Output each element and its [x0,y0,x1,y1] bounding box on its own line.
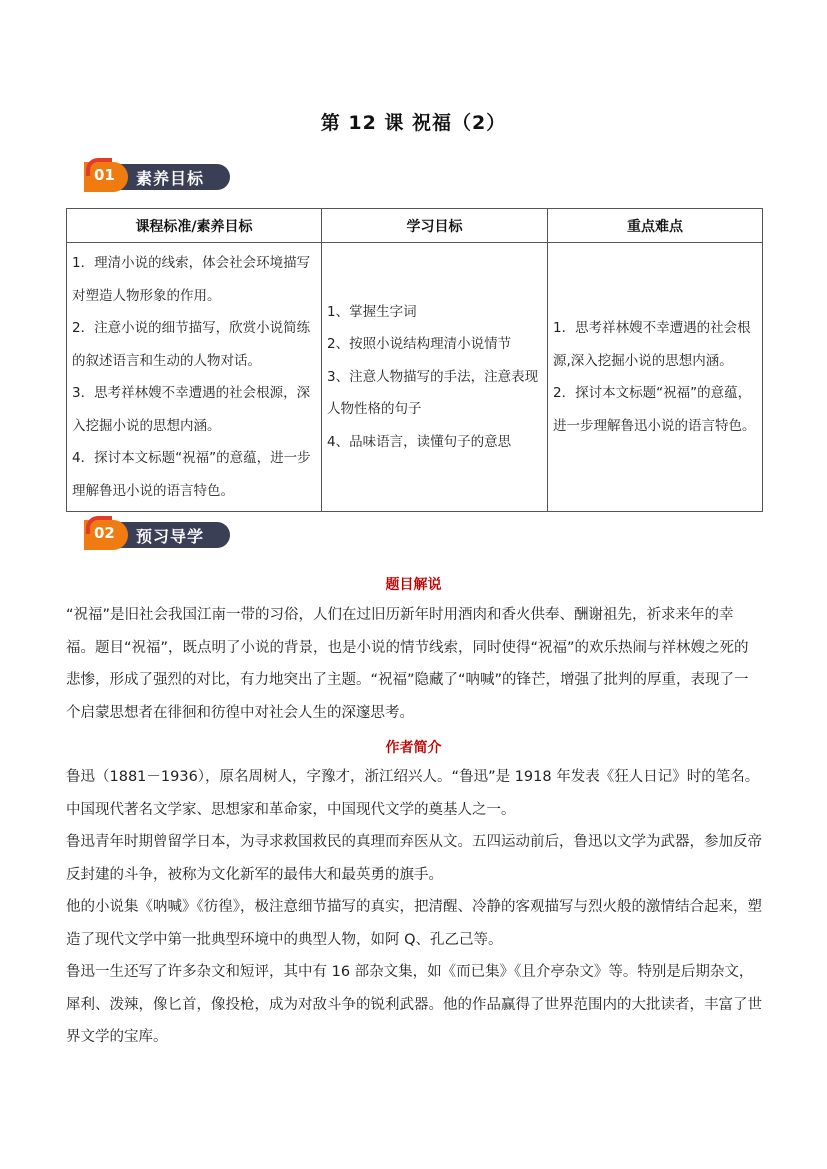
table-row [67,243,763,512]
table-header: 重点难点 [548,209,763,243]
paragraph-title-explanation: “祝福”是旧社会我国江南一带的习俗，人们在过旧历新年时用酒肉和香火供奉、酬谢祖先，祈求来年的幸福。题目“祝福”，既点明了小说的背景，也是小说的情节线索，同时使得“祝福”的欢乐热闹与祥林嫂之死的悲惨，形成了强烈的对比，有力地突出了主题。“祝福”隐藏了“呐喊”的锋芒，增强了批判的厚重，表现了一个启蒙思想者在徘徊和彷徨中对社会人生的深邃思考。 [66,607,749,721]
standards-cell [67,243,322,512]
list-item: 3、注意人物描写的手法，注意表现人物性格的句子 [327,368,539,418]
list-item: 4、品味语言，读懂句子的意思 [327,433,512,450]
list-item: 2．注意小说的细节描写，欣赏小说简练的叙述语言和生动的人物对话。 [72,320,311,369]
list-item: 2．探讨本文标题“祝福”的意蕴，进一步理解鲁迅小说的语言特色。 [553,385,756,434]
badge-label: 预习导学 [136,527,205,546]
section-badge-preview [84,516,232,552]
subheading-title-explanation: 题目解说 [385,577,442,593]
badge-number: 02 [94,524,115,542]
list-item: 1、掌握生字词 [327,303,417,320]
table-header-row [67,209,763,243]
badge-label: 素养目标 [136,169,205,188]
paragraph-author-youth: 鲁迅青年时期曾留学日本，为寻求救国救民的真理而弃医从文。五四运动前后，鲁迅以文学为武器，参加反帝反封建的斗争，被称为文化新军的最伟大和最英勇的旗手。 [66,834,762,883]
badge-number: 01 [94,166,115,184]
list-item: 1．思考祥林嫂不幸遭遇的社会根源,深入挖掘小说的思想内涵。 [553,320,751,369]
goals-table [66,208,763,512]
paragraph-author-bio: 鲁迅（1881－1936），原名周树人，字豫才，浙江绍兴人。“鲁迅”是 1918 年发表《狂人日记》时的笔名。中国现代著名文学家、思想家和革命家，中国现代文学的奠基人之一。 [66,769,760,818]
subheading-author-intro: 作者简介 [385,740,442,756]
learning-goals-cell [322,243,548,512]
paragraph-author-novels: 他的小说集《呐喊》《彷徨》，极注意细节描写的真实，把清醒、冷静的客观描写与烈火般的激情结合起来，塑造了现代文学中第一批典型环境中的典型人物，如阿 Q、孔乙己等。 [66,899,762,948]
paragraph-author-essays: 鲁迅一生还写了许多杂文和短评，其中有 16 部杂文集，如《而已集》《且介亭杂文》等。特别是后期杂文，犀利、泼辣，像匕首，像投枪，成为对敌斗争的锐利武器。他的作品赢得了世界范围内的大批读者，丰富了世界文学的宝库。 [66,964,762,1045]
table-header: 课程标准/素养目标 [67,209,322,243]
section-badge-goals [84,158,232,194]
list-item: 4．探讨本文标题“祝福”的意蕴，进一步理解鲁迅小说的语言特色。 [72,450,311,499]
key-points-cell [548,243,763,512]
lesson-title: 第 12 课 祝福（2） [320,112,507,134]
list-item: 3．思考祥林嫂不幸遭遇的社会根源，深入挖掘小说的思想内涵。 [72,385,311,434]
list-item: 2、按照小说结构理清小说情节 [327,336,512,353]
table-header: 学习目标 [322,209,548,243]
list-item: 1．理清小说的线索，体会社会环境描写对塑造人物形象的作用。 [72,255,311,304]
